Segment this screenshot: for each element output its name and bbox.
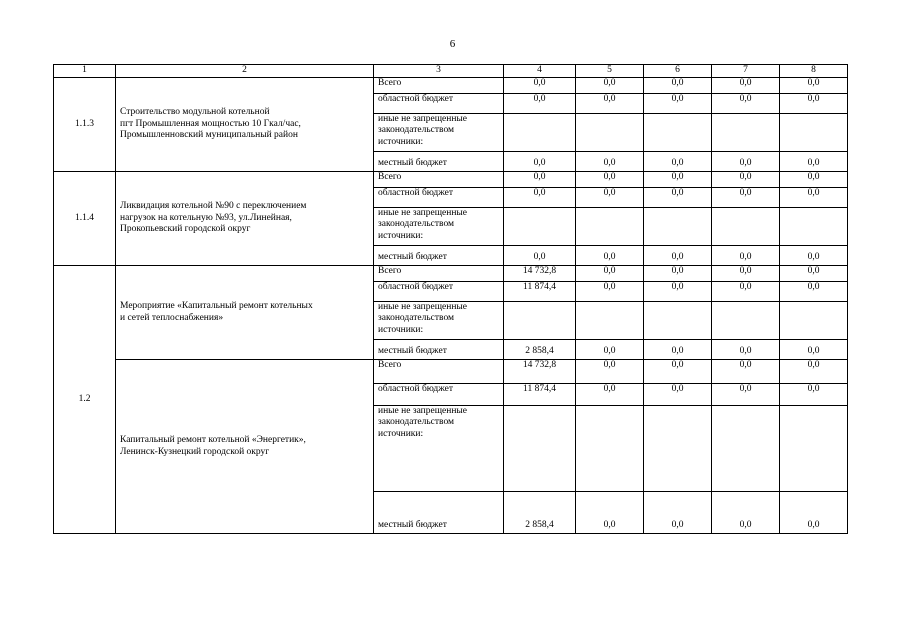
item-name: Строительство модульной котельной пгт Промышленная мощностью 10 Гкал/час, Промышленновский муниципальный район: [116, 78, 374, 172]
value-cell: 0,0: [780, 360, 848, 384]
value-cell: [576, 406, 644, 492]
funding-source: местный бюджет: [374, 340, 504, 360]
value-cell: 0,0: [644, 360, 712, 384]
value-cell: 0,0: [780, 78, 848, 94]
item-name: Мероприятие «Капитальный ремонт котельных и сетей теплоснабжения»: [116, 266, 374, 360]
value-cell: 0,0: [780, 172, 848, 188]
value-cell: 0,0: [576, 282, 644, 302]
table-row: [54, 78, 848, 94]
funding-source: Всего: [374, 78, 504, 94]
value-cell: [780, 208, 848, 246]
value-cell: 0,0: [712, 340, 780, 360]
table-row: [54, 266, 848, 282]
item-code: 1.1.3: [54, 78, 116, 172]
header-cell: 5: [576, 65, 644, 78]
value-cell: 0,0: [644, 266, 712, 282]
header-row: [54, 65, 848, 78]
value-cell: 0,0: [576, 246, 644, 266]
header-cell: 2: [116, 65, 374, 78]
value-cell: [712, 208, 780, 246]
value-cell: 0,0: [712, 188, 780, 208]
value-cell: 0,0: [712, 266, 780, 282]
value-cell: [644, 114, 712, 152]
table-row: [54, 172, 848, 188]
value-cell: [504, 208, 576, 246]
value-cell: 0,0: [576, 266, 644, 282]
value-cell: [644, 208, 712, 246]
value-cell: 0,0: [644, 188, 712, 208]
header-cell: 8: [780, 65, 848, 78]
value-cell: [780, 406, 848, 492]
value-cell: 0,0: [644, 78, 712, 94]
value-cell: [504, 302, 576, 340]
header-cell: 4: [504, 65, 576, 78]
value-cell: 0,0: [504, 78, 576, 94]
value-cell: 0,0: [504, 152, 576, 172]
funding-source: иные не запрещенные законодательством источники:: [374, 208, 504, 246]
value-cell: 11 874,4: [504, 384, 576, 406]
value-cell: 2 858,4: [504, 492, 576, 534]
value-cell: 0,0: [644, 246, 712, 266]
value-cell: 0,0: [576, 78, 644, 94]
header-cell: 1: [54, 65, 116, 78]
value-cell: 0,0: [644, 384, 712, 406]
header-cell: 7: [712, 65, 780, 78]
funding-source: иные не запрещенные законодательством источники:: [374, 406, 504, 492]
value-cell: 0,0: [712, 152, 780, 172]
funding-source: Всего: [374, 172, 504, 188]
value-cell: 0,0: [780, 384, 848, 406]
item-name: Капитальный ремонт котельной «Энергетик», Ленинск-Кузнецкий городской округ: [116, 360, 374, 534]
value-cell: 0,0: [780, 282, 848, 302]
value-cell: [780, 114, 848, 152]
value-cell: [712, 302, 780, 340]
funding-source: областной бюджет: [374, 94, 504, 114]
value-cell: [644, 302, 712, 340]
value-cell: 0,0: [644, 152, 712, 172]
value-cell: 0,0: [576, 384, 644, 406]
value-cell: 0,0: [780, 340, 848, 360]
value-cell: 14 732,8: [504, 360, 576, 384]
value-cell: 0,0: [712, 492, 780, 534]
value-cell: 0,0: [780, 266, 848, 282]
value-cell: [780, 302, 848, 340]
value-cell: [504, 114, 576, 152]
funding-source: местный бюджет: [374, 152, 504, 172]
value-cell: 0,0: [576, 360, 644, 384]
value-cell: [644, 406, 712, 492]
item-code: 1.2: [54, 266, 116, 534]
value-cell: 0,0: [780, 152, 848, 172]
value-cell: 0,0: [576, 188, 644, 208]
value-cell: 0,0: [576, 492, 644, 534]
value-cell: 0,0: [644, 340, 712, 360]
funding-source: Всего: [374, 266, 504, 282]
funding-source: областной бюджет: [374, 188, 504, 208]
value-cell: 0,0: [780, 94, 848, 114]
header-cell: 3: [374, 65, 504, 78]
value-cell: 0,0: [644, 94, 712, 114]
value-cell: 0,0: [504, 246, 576, 266]
budget-table: [53, 64, 848, 534]
funding-source: иные не запрещенные законодательством источники:: [374, 302, 504, 340]
funding-source: местный бюджет: [374, 246, 504, 266]
header-cell: 6: [644, 65, 712, 78]
value-cell: [576, 114, 644, 152]
value-cell: 0,0: [576, 152, 644, 172]
funding-source: Всего: [374, 360, 504, 384]
value-cell: 2 858,4: [504, 340, 576, 360]
table-row: [54, 360, 848, 384]
value-cell: 0,0: [712, 246, 780, 266]
value-cell: 0,0: [712, 78, 780, 94]
funding-source: областной бюджет: [374, 282, 504, 302]
value-cell: 0,0: [780, 492, 848, 534]
value-cell: 0,0: [576, 94, 644, 114]
value-cell: 0,0: [504, 172, 576, 188]
value-cell: 0,0: [576, 340, 644, 360]
funding-source: областной бюджет: [374, 384, 504, 406]
value-cell: [576, 302, 644, 340]
funding-source: иные не запрещенные законодательством источники:: [374, 114, 504, 152]
value-cell: 0,0: [712, 384, 780, 406]
value-cell: 0,0: [504, 188, 576, 208]
value-cell: 0,0: [712, 360, 780, 384]
page-number: 6: [449, 38, 456, 50]
value-cell: 11 874,4: [504, 282, 576, 302]
value-cell: 0,0: [712, 94, 780, 114]
value-cell: 14 732,8: [504, 266, 576, 282]
value-cell: 0,0: [644, 282, 712, 302]
value-cell: 0,0: [644, 172, 712, 188]
value-cell: 0,0: [504, 94, 576, 114]
value-cell: [504, 406, 576, 492]
funding-source: местный бюджет: [374, 492, 504, 534]
value-cell: 0,0: [644, 492, 712, 534]
item-name: Ликвидация котельной №90 с переключением нагрузок на котельную №93, ул.Линейная, Прокопьевский городской округ: [116, 172, 374, 266]
value-cell: 0,0: [780, 188, 848, 208]
item-code: 1.1.4: [54, 172, 116, 266]
value-cell: [712, 114, 780, 152]
value-cell: 0,0: [712, 172, 780, 188]
value-cell: [576, 208, 644, 246]
value-cell: 0,0: [576, 172, 644, 188]
value-cell: 0,0: [780, 246, 848, 266]
value-cell: 0,0: [712, 282, 780, 302]
value-cell: [712, 406, 780, 492]
